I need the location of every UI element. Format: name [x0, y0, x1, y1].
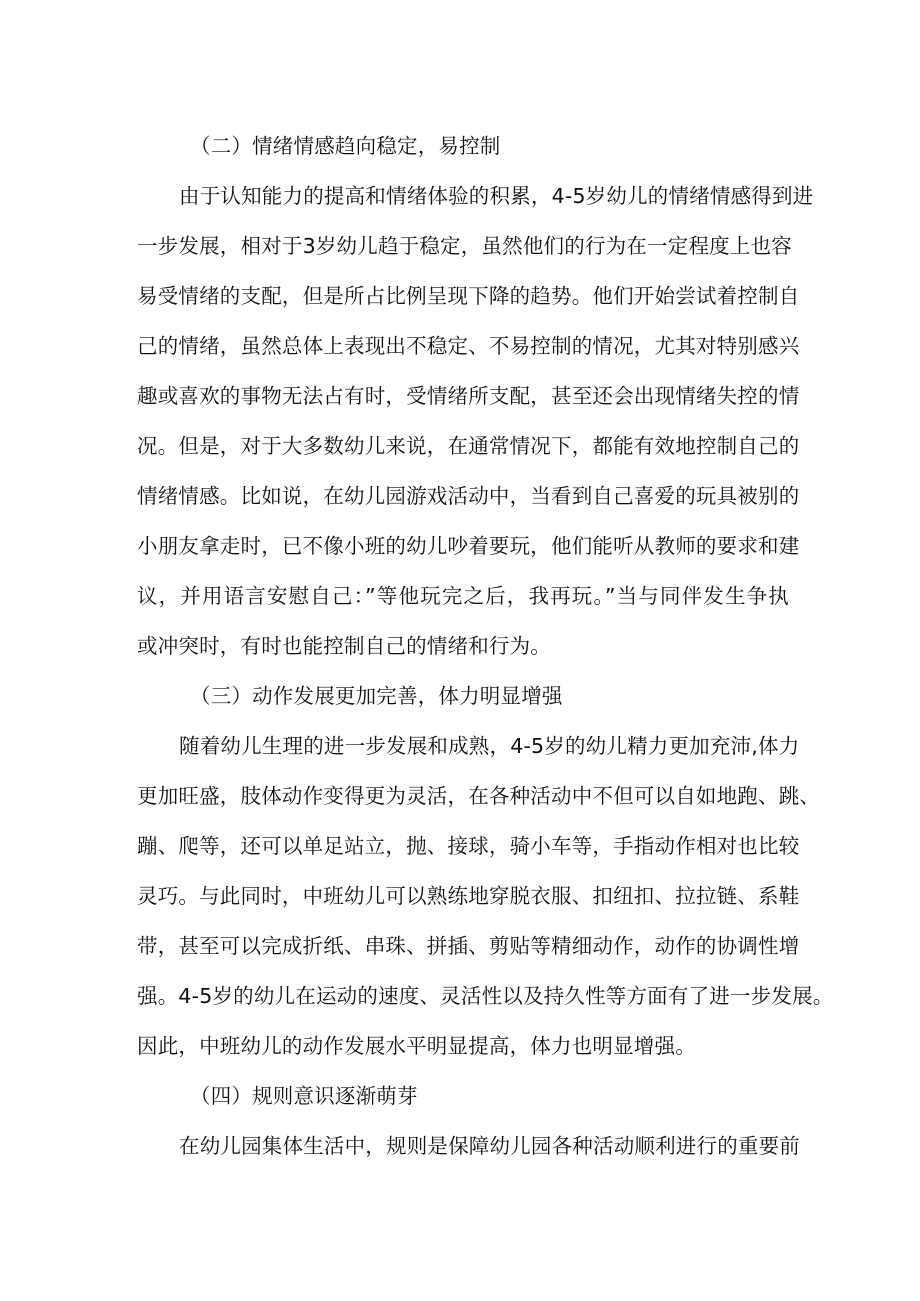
paragraph-line: 在幼儿园集体生活中，规则是保障幼儿园各种活动顺利进行的重要前 — [179, 1134, 800, 1158]
paragraph-line: 情绪情感。比如说，在幼儿园游戏活动中，当看到自己喜爱的玩具被别的 — [137, 484, 800, 508]
paragraph-line: 蹦、爬等，还可以单足站立，抛、接球，骑小车等，手指动作相对也比较 — [137, 834, 800, 858]
paragraph-line: 小朋友拿走时，已不像小班的幼儿吵着要玩，他们能听从教师的要求和建 — [137, 534, 800, 558]
paragraph-line: 灵巧。与此同时，中班幼儿可以熟练地穿脱衣服、扣纽扣、拉拉链、系鞋 — [137, 884, 800, 908]
paragraph-line: 带，甚至可以完成折纸、串珠、拼插、剪贴等精细动作，动作的协调性增 — [137, 934, 800, 958]
section-heading-4: （四）规则意识逐渐萌芽 — [190, 1084, 418, 1108]
paragraph-line: 更加旺盛，肢体动作变得更为灵活，在各种活动中不但可以自如地跑、跳、 — [137, 784, 821, 808]
paragraph-line: 或冲突时，有时也能控制自己的情绪和行为。 — [137, 634, 551, 658]
paragraph-line: 己的情绪，虽然总体上表现出不稳定、不易控制的情况，尤其对特别感兴 — [137, 334, 800, 358]
paragraph-line: 议，并用语言安慰自己：”等他玩完之后，我再玩。”当与同伴发生争执 — [137, 584, 789, 608]
paragraph-line: 易受情绪的支配，但是所占比例呈现下降的趋势。他们开始尝试着控制自 — [137, 284, 800, 308]
paragraph-line: 由于认知能力的提高和情绪体验的积累，4-5岁幼儿的情绪情感得到进 — [179, 184, 814, 208]
paragraph-line: 一步发展，相对于3岁幼儿趋于稳定，虽然他们的行为在一定程度上也容 — [137, 234, 792, 258]
paragraph-line: 强。4-5岁的幼儿在运动的速度、灵活性以及持久性等方面有了进一步发展。 — [137, 984, 834, 1008]
section-heading-3: （三）动作发展更加完善，体力明显增强 — [190, 684, 563, 708]
paragraph-line: 随着幼儿生理的进一步发展和成熟，4-5岁的幼儿精力更加充沛,体力 — [179, 734, 800, 758]
paragraph-line: 况。但是，对于大多数幼儿来说，在通常情况下，都能有效地控制自己的 — [137, 434, 800, 458]
paragraph-line: 趣或喜欢的事物无法占有时，受情绪所支配，甚至还会出现情绪失控的情 — [137, 384, 800, 408]
section-heading-2: （二）情绪情感趋向稳定，易控制 — [190, 134, 501, 158]
paragraph-line: 因此，中班幼儿的动作发展水平明显提高，体力也明显增强。 — [137, 1034, 696, 1058]
